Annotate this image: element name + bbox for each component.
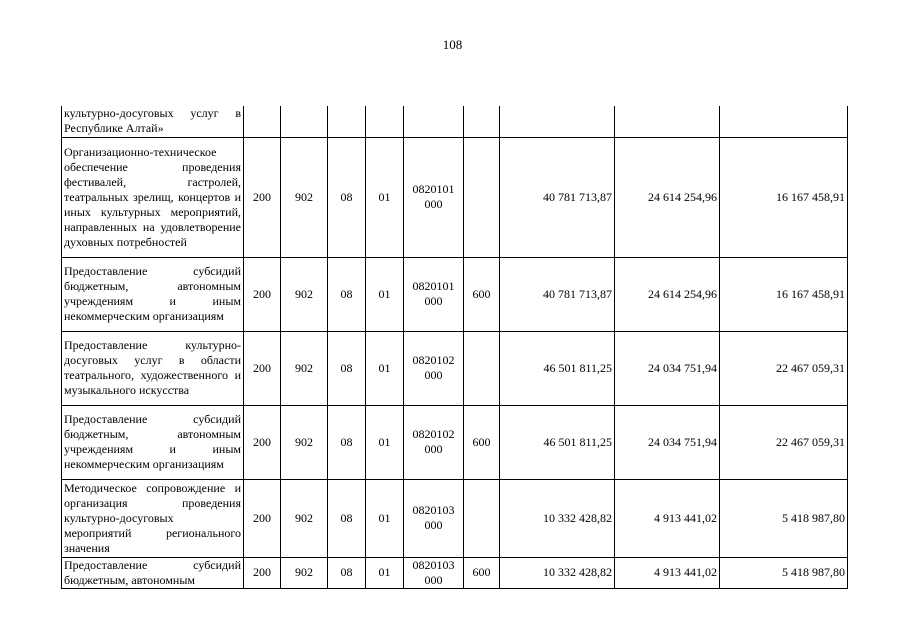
table-row	[62, 331, 848, 405]
amount-column-3: 22 467 059,31	[720, 405, 848, 479]
ministry-code: 902	[281, 257, 328, 331]
ministry-code: 902	[281, 557, 328, 588]
section-code: 08	[328, 405, 366, 479]
ministry-code	[281, 106, 328, 137]
subsection-code: 01	[366, 257, 404, 331]
amount-column-3: 5 418 987,80	[720, 557, 848, 588]
subsection-code: 01	[366, 331, 404, 405]
section-code: 08	[328, 557, 366, 588]
total-amount: 10 332 428,82	[500, 557, 615, 588]
amount-column-3: 16 167 458,91	[720, 257, 848, 331]
amount-column-2: 4 913 441,02	[615, 479, 720, 557]
target-article-code: 0820103 000	[404, 557, 464, 588]
target-article-code: 0820102 000	[404, 405, 464, 479]
section-code: 08	[328, 479, 366, 557]
ministry-code: 902	[281, 331, 328, 405]
table-row	[62, 137, 848, 257]
total-amount: 46 501 811,25	[500, 331, 615, 405]
section-code: 08	[328, 331, 366, 405]
table-row	[62, 479, 848, 557]
amount-column-3: 5 418 987,80	[720, 479, 848, 557]
subsection-code: 01	[366, 137, 404, 257]
target-article-code: 0820103 000	[404, 479, 464, 557]
ministry-code: 902	[281, 137, 328, 257]
amount-column-2: 24 614 254,96	[615, 257, 720, 331]
expense-type-code	[464, 331, 500, 405]
page-number: 108	[442, 37, 463, 52]
section-code: 08	[328, 137, 366, 257]
admin-code: 200	[244, 557, 281, 588]
expense-type-code	[464, 106, 500, 137]
admin-code: 200	[244, 257, 281, 331]
expense-type-code	[464, 137, 500, 257]
total-amount	[500, 106, 615, 137]
expense-type-code	[464, 479, 500, 557]
amount-column-2	[615, 106, 720, 137]
ministry-code: 902	[281, 479, 328, 557]
target-article-code: 0820101 000	[404, 257, 464, 331]
amount-column-2: 24 034 751,94	[615, 405, 720, 479]
budget-table	[61, 106, 848, 589]
table-row	[62, 257, 848, 331]
expense-type-code: 600	[464, 405, 500, 479]
subsection-code: 01	[366, 557, 404, 588]
amount-column-3: 16 167 458,91	[720, 137, 848, 257]
amount-column-3	[720, 106, 848, 137]
total-amount: 46 501 811,25	[500, 405, 615, 479]
table-row	[62, 405, 848, 479]
expense-type-code: 600	[464, 257, 500, 331]
amount-column-2: 4 913 441,02	[615, 557, 720, 588]
table-row	[62, 106, 848, 137]
amount-column-2: 24 614 254,96	[615, 137, 720, 257]
row-description: Методическое сопровождение и организация проведения культурно-досуговых мероприятий регионального значения	[62, 479, 244, 557]
total-amount: 40 781 713,87	[500, 257, 615, 331]
admin-code: 200	[244, 331, 281, 405]
ministry-code: 902	[281, 405, 328, 479]
row-description: Предоставление культурно-досуговых услуг в области театрального, художественного и музыкального искусства	[62, 331, 244, 405]
amount-column-2: 24 034 751,94	[615, 331, 720, 405]
target-article-code: 0820101 000	[404, 137, 464, 257]
subsection-code: 01	[366, 405, 404, 479]
row-description: Предоставление субсидий бюджетным, автономным учреждениям и иным некоммерческим организациям	[62, 257, 244, 331]
admin-code: 200	[244, 479, 281, 557]
row-description: культурно-досуговых услуг в Республике Алтай»	[62, 106, 244, 137]
section-code: 08	[328, 257, 366, 331]
total-amount: 10 332 428,82	[500, 479, 615, 557]
row-description: Предоставление субсидий бюджетным, автономным учреждениям и иным некоммерческим организациям	[62, 405, 244, 479]
admin-code: 200	[244, 137, 281, 257]
section-code	[328, 106, 366, 137]
row-description: Предоставление субсидий бюджетным, автономным	[62, 557, 244, 588]
table-row	[62, 557, 848, 588]
total-amount: 40 781 713,87	[500, 137, 615, 257]
target-article-code: 0820102 000	[404, 331, 464, 405]
row-description: Организационно-техническое обеспечение проведения фестивалей, гастролей, театральных зрелищ, концертов и иных культурных мероприятий, направленных на удовлетворение духовных потребностей	[62, 137, 244, 257]
subsection-code: 01	[366, 479, 404, 557]
expense-type-code: 600	[464, 557, 500, 588]
amount-column-3: 22 467 059,31	[720, 331, 848, 405]
admin-code	[244, 106, 281, 137]
target-article-code	[404, 106, 464, 137]
admin-code: 200	[244, 405, 281, 479]
subsection-code	[366, 106, 404, 137]
